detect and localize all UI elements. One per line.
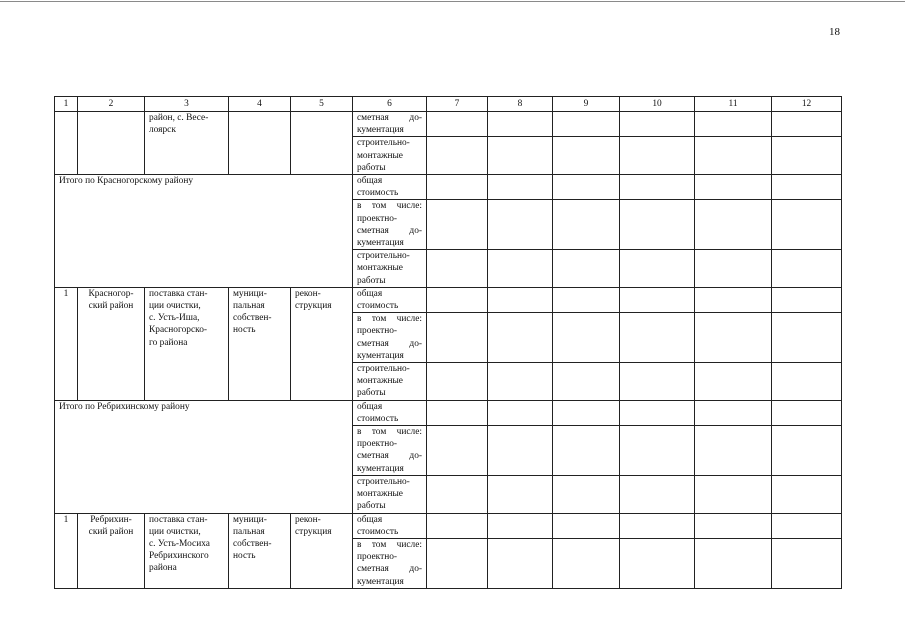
district-total-label: Итого по Красногорскому району xyxy=(55,175,353,288)
object-cell: поставка стан- ции очистки, с. Усть-Иша, Красногорско- го района xyxy=(145,287,229,400)
column-number-row xyxy=(55,97,842,112)
cost-line-label: общая стоимость xyxy=(353,400,427,425)
cost-line-label: в том числе: проектно- сметная до- кументация xyxy=(353,426,427,476)
page-number: 18 xyxy=(829,26,840,38)
cost-line-label: сметная до- кументация xyxy=(353,112,427,137)
col-header: 7 xyxy=(427,97,488,112)
col-header: 5 xyxy=(291,97,353,112)
data-table xyxy=(54,96,842,589)
cost-line-label: общая стоимость xyxy=(353,287,427,312)
cost-line-label: строительно- монтажные работы xyxy=(353,475,427,513)
ownership-cell: муници- пальная собствен- ность xyxy=(229,513,291,588)
district-cell: Ребрихин- ский район xyxy=(78,513,145,588)
table-row xyxy=(55,400,842,425)
cost-line-label: строительно- монтажные работы xyxy=(353,250,427,288)
top-scan-rule xyxy=(0,1,905,2)
col-header: 9 xyxy=(553,97,620,112)
col-header: 3 xyxy=(145,97,229,112)
cost-line-label: общая стоимость xyxy=(353,513,427,538)
table-row xyxy=(55,175,842,200)
row-number: 1 xyxy=(55,513,78,588)
cost-line-label: строительно- монтажные работы xyxy=(353,137,427,175)
object-cell: поставка стан- ции очистки, с. Усть-Мосиха Ребрихинского района xyxy=(145,513,229,588)
cost-line-label: строительно- монтажные работы xyxy=(353,363,427,401)
col-header: 10 xyxy=(620,97,695,112)
cost-line-label: в том числе: проектно- сметная до- кументация xyxy=(353,313,427,363)
row-number: 1 xyxy=(55,287,78,400)
work-type-cell: рекон- струкция xyxy=(291,287,353,400)
cost-line-label: в том числе: проектно- сметная до- кументация xyxy=(353,538,427,588)
district-cell: Красногор- ский район xyxy=(78,287,145,400)
col-header: 4 xyxy=(229,97,291,112)
cost-line-label: общая стоимость xyxy=(353,175,427,200)
col-header: 12 xyxy=(772,97,842,112)
table-row xyxy=(55,513,842,538)
col-header: 1 xyxy=(55,97,78,112)
col-header: 11 xyxy=(695,97,772,112)
table-row xyxy=(55,287,842,312)
col-header: 2 xyxy=(78,97,145,112)
district-total-label: Итого по Ребрихинскому району xyxy=(55,400,353,513)
cost-line-label: в том числе: проектно- сметная до- кументация xyxy=(353,200,427,250)
work-type-cell: рекон- струкция xyxy=(291,513,353,588)
ownership-cell: муници- пальная собствен- ность xyxy=(229,287,291,400)
col-header: 6 xyxy=(353,97,427,112)
table-row xyxy=(55,112,842,137)
col-header: 8 xyxy=(488,97,553,112)
object-cell: район, с. Весе- лоярск xyxy=(145,112,229,175)
